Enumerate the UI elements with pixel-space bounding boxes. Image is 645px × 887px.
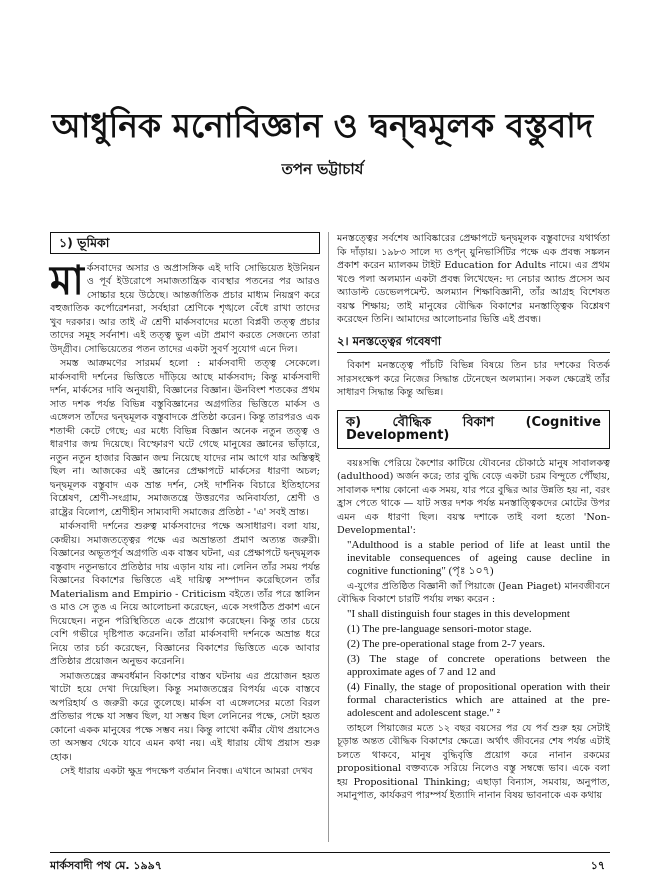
page-number: ১৭ bbox=[590, 859, 605, 872]
footer-rule bbox=[50, 852, 610, 853]
right-column bbox=[337, 232, 610, 804]
footer-publication: মার্কসবাদী পথ মে. ১৯৯৭ bbox=[50, 859, 162, 872]
paragraph: সমস্ত আক্রমণের সারমর্ম হলো : মার্কসবাদী তত্ত্ব সেকেলে। মার্কসবাদী দর্শনের ভিত্তিতে দাঁড়িয়ে আছে মার্কসবাদ; কিন্তু মার্কসবাদী দর্শন, মার্কসের দাবি অনুযায়ী, বিজ্ঞানের বিজ্ঞান। ঊনবিংশ শতকের প্রথম সাত দশক পর্যন্ত বিভিন্ন বস্তুবিজ্ঞানের অগ্রগতির ভিত্তিতে মার্কস ও এঙ্গেলস তাঁদের দ্বন্দ্বমূলক বস্তুবাদকে প্রতিষ্ঠা করেন। কিন্তু তারপরও এক শতাব্দী কেটে গেছে; এর মধ্যে বিভিন্ন বিজ্ঞান অনেক নতুন তত্ত্ব ও ধারণার জন্ম দিয়েছে। বিস্ফোরণ ঘটে গেছে মানুষের জ্ঞানের ভাঁড়ারে, নতুন নতুন হাজার বিজ্ঞান জন্ম নিয়েছে যাদের নাম আগে যার অস্তিত্বই ছিল না। আজকের এই জ্ঞানের প্রেক্ষাপটে মার্কসের ধারণা অচল; দ্বন্দ্বমূলক বস্তুবাদ এক ভ্রান্ত দর্শন, সেই দার্শনিক বিচারে ইতিহাসের বিশ্লেষণ, শ্রেণী-সংগ্রাম, সমাজতন্ত্রে উত্তরণের অনিবার্যতা, শ্রেণী ও রাষ্ট্রের বিলোপ, শ্রেণীহীন সাম্যবাদী সমাজের প্রতিষ্ঠা - 'এ' সবই ভ্রান্ত। bbox=[50, 358, 320, 518]
article-title: আধুনিক মনোবিজ্ঞান ও দ্বন্দ্বমূলক বস্তুবাদ bbox=[51, 106, 594, 145]
paragraph: এ-যুগের প্রতিষ্ঠিত বিজ্ঞানী জাঁ পিয়াজে (Jean Piaget) মানবজীবনে বৌদ্ধিক বিকাশে চারটি পর্যায় লক্ষ্য করেন : bbox=[337, 580, 610, 605]
paragraph: তাহলে পিয়াজের মতে ১২ বছর বয়সের পর যে পর্ব শুরু হয় সেটাই চূড়ান্ত অন্তত বৌদ্ধিক বিকাশের ক্ষেত্রে। অর্থাৎ জীবনের শেষ পর্যন্ত এটাই চলতে থাকবে, মানুষ বুদ্ধিবৃত্তি প্রয়োগ করে নানান রকমের propositional বক্তব্যকে সরিয়ে নিলেও বস্তু সম্বন্ধে ভাব। একে বলা হয় Propositional Thinking; এছাড়া বিন্যাস, সমবায়, অনুপাত, সমানুপাত, কার্যকরণ পারম্পর্য ইত্যাদি নানান বিষয় ভাবনাকে এক কথায় bbox=[337, 722, 610, 801]
paragraph: সেই ধারায় একটা ক্ষুদ্র পদক্ষেপ বর্তমান নিবন্ধ। এখানে আমরা দেখব bbox=[60, 766, 313, 777]
list-item: (3) The stage of concrete operations between the approximate ages of 7 and 12 and bbox=[347, 652, 610, 678]
section-heading-introduction: ১) ভূমিকা bbox=[50, 232, 320, 254]
paragraph: বিকাশ মনস্তত্ত্বে পাঁচটি বিভিন্ন বিষয়ে তিন চার দশকের বিতর্ক সারসংক্ষেপ করে নিজের সিদ্ধান্ত টেনেছেন অলম্যান। সকল ক্ষেত্রেই তাঁর সাধারণ সিদ্ধান্ত কিন্তু অভিন্ন। bbox=[337, 360, 610, 398]
paragraph: মার্কসবাদী দর্শনের শুরুত্ব মার্কসবাদের পক্ষে অসাধারণ। বলা যায়, কেন্দ্রীয়। সমাজতত্ত্বের পক্ষে এর অভ্রান্ততা প্রমাণ অত্যন্ত জরুরী। বিজ্ঞানের অভূতপূর্ব অগ্রগতি এক বাস্তব ঘটনা, এর প্রেক্ষাপটে দ্বন্দ্বমূলক বস্তুবাদ নতুনভাবে প্রতিষ্ঠার দায় এড়ান যায় না। লেনিন তাঁর সময় পর্যন্ত বিজ্ঞানের বিকাশের ভিত্তিতে এই দায়িত্ব সম্পাদন করেছিলেন তাঁর Materialism and Empirio - Criticism বইতে। তাঁর পরে স্তালিন ও মাও সে তুঙ এ নিয়ে আলোচনা করেছেন, একে সংগঠিত প্রকাশ এনে দিয়েছেন। নতুন পরিস্থিতিতে একে প্রয়োগ করেছেন। কিন্তু তার চেয়ে বেশি গভীরে দৃষ্টিপাত করেননি। তাঁরা মার্কসবাদী দর্শনকে অভ্রান্ত ধরে নিয়ে তার চর্চা করেছেন, বিজ্ঞানের বিকাশের ভিত্তিতে একে আবার প্রতিষ্ঠার প্রয়োজন অনুভব করেননি। bbox=[50, 521, 320, 667]
list-item: (2) The pre-operational stage from 2-7 years. bbox=[347, 637, 546, 650]
list-item: (4) Finally, the stage of propositional operation with their formal characteristics which are attained at the pre-adolescent and adolescent stage." ² bbox=[347, 680, 610, 719]
column-divider bbox=[328, 232, 329, 842]
list-item: (1) The pre-language sensori-motor stage. bbox=[347, 622, 532, 635]
paragraph: সমাজতন্ত্রের ক্রমবর্ধমান বিকাশের বাস্তব ঘটনায় এর প্রয়োজন হয়ত খাটো হয়ে দেখা দিয়েছিল। কিন্তু সমাজতন্ত্রের বিপর্যয় একে বাস্তবে অপরিহার্য ও জরুরী করে তুলেছে। মার্কস বা এঙ্গেলসের মতো বিরল প্রতিভার পক্ষে যা সম্ভব ছিল, যা সম্ভব ছিল লেনিনের পক্ষে, সেটা হয়ত কোনো একক মানুষের পক্ষে সম্ভব নয়। কিন্তু লাখো কর্মীর যৌথ প্রয়াসেও তা অসম্ভব থেকে যাবে এমন কথা নয়। এই ধারায় যৌথ প্রয়াস শুরু হোক। bbox=[50, 670, 320, 763]
drop-cap: মা bbox=[50, 256, 84, 304]
left-column bbox=[50, 232, 320, 780]
paragraph: বয়ঃসন্ধি পেরিয়ে কৈশোর কাটিয়ে যৌবনের চৌকাঠে মানুষ সাবালকত্ব (adulthood) অর্জন করে; তার বুদ্ধি বেড়ে একটা চরম বিন্দুতে পৌঁছায়, সাবালক দশায় কোনো এক সময়, যার পরে বুদ্ধির আর উন্নতি হয় না, বরং হ্রাস পেতে থাকে — যাট সত্তর দশক পর্যন্ত মনস্তাত্ত্বিকদের মোটের উপর এমন এক ধারণা ছিল। বয়স্ক দশাকে তাই বলা হতো 'Non-Developmental': bbox=[337, 457, 610, 536]
paragraph: মনস্তত্ত্বের সর্বশেষ আবিষ্কারের প্রেক্ষাপটে দ্বন্দ্বমূলক বস্তুবাদের যথার্থতা কি দাঁড়ায়। ১৯৮৩ সালে দ্য ওপ্‌ন্‌ য়ুনিভার্সিটির পক্ষে এক প্রবন্ধ সঙ্কলন প্রকাশ করেন ম্যালকম টাইট Education for Adults নামে। এর প্রথম খণ্ডে পলা অলম্যান একটা প্রবন্ধ লিখেছেন: দ্য নেচার অ্যান্ড প্রসেস অব অ্যাডাল্ট ডেভেলপমেন্ট. অলম্যান শিক্ষাবিজ্ঞানী, তাঁর আগ্রহ বিশেষত বয়স্ক শিক্ষায়; তাই মানুষের বৌদ্ধিক বিকাশের মনস্তাত্ত্বিক বিশ্লেষণ করেছেন তিনি। আমাদের আলোচনার ভিত্তি এই প্রবন্ধ। bbox=[337, 233, 610, 325]
paragraph bbox=[50, 256, 320, 357]
author-name: তপন ভট্টাচার্য bbox=[281, 160, 364, 178]
section-heading-cognitive-development: ক) বৌদ্ধিক বিকাশ (Cognitive Development) bbox=[337, 410, 610, 449]
paragraph-text: র্কসবাদের অসার ও অপ্রাসঙ্গিক এই দাবি সোভিয়েত ইউনিয়ন ও পূর্ব ইউরোপে সমাজতান্ত্রিক ব্যবস্থার পতনের পর আরও সোচ্চার হয়ে উঠেছে। আন্তর্জাতিক প্রচার মাধ্যম নিয়ন্ত্রণ করে বহুজাতিক কর্পোরেশনরা, সর্বহারা শ্রেণিকে শৃঙ্খলে বেঁধে রাখা তাদের খুব দরকার। আর তাই ঐ শ্রেণী মার্কসবাদের মতো বিপ্লবী তত্ত্ব প্রচার তাদের সমূহ সর্বনাশ। এই তত্ত্ব ভুল এটা প্রমাণ করতে সেজন্যে তারা উদ্গ্রীব। সোভিয়েতের পতন তাদের একটা সুবর্ণ সুযোগ এনে দিল। bbox=[50, 262, 320, 355]
block-quote: "Adulthood is a stable period of life at least until the inevitable consequences of ageing cause decline in cognitive functioning" (পৃঃ ১০৭) bbox=[347, 538, 610, 577]
block-quote: "I shall distinguish four stages in this development bbox=[347, 607, 570, 620]
section-heading-psychology-research: ২। মনস্তত্ত্বের গবেষণা bbox=[337, 335, 610, 354]
